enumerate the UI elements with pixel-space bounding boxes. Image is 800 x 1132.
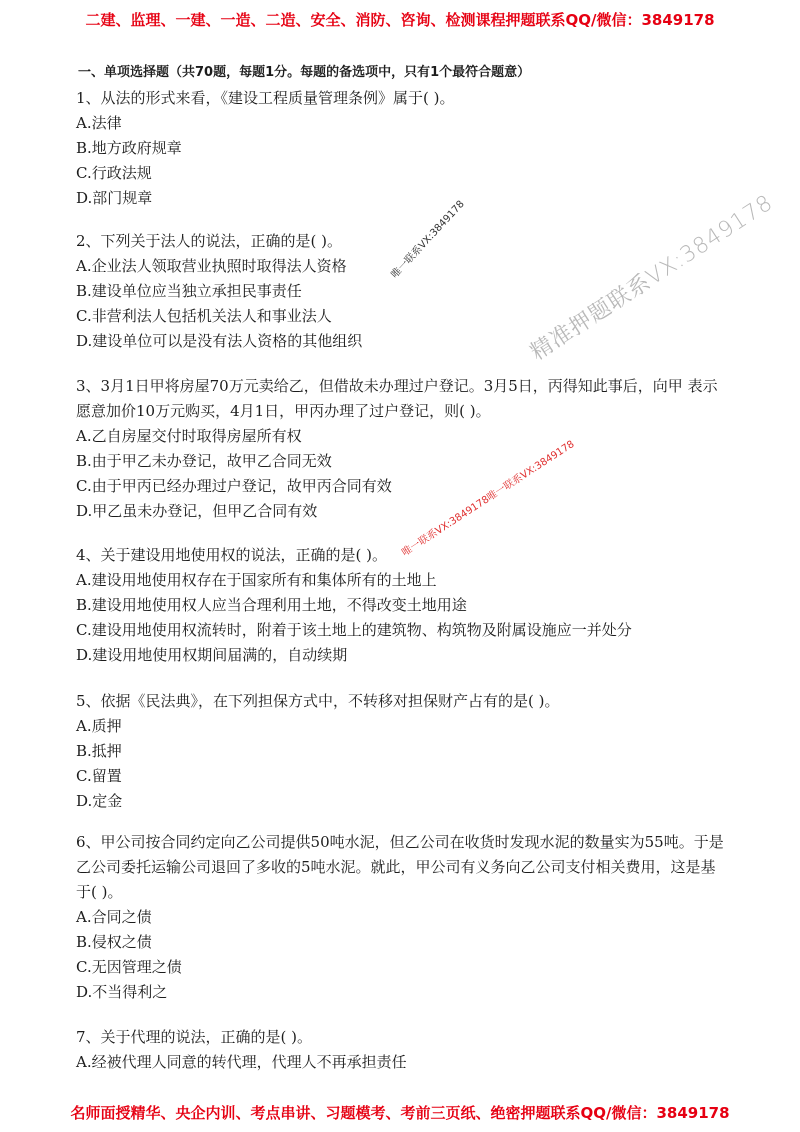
option-d: D.定金 (76, 792, 123, 810)
question-stem: 5、依据《民法典》，在下列担保方式中，不转移对担保财产占有的是( )。 (76, 692, 560, 710)
option-b: B.建设单位应当独立承担民事责任 (76, 282, 302, 300)
option-c: C.非营利法人包括机关法人和事业法人 (76, 307, 332, 325)
option-d: D.部门规章 (76, 189, 153, 207)
question-stem: 1、从法的形式来看，《建设工程质量管理条例》属于( )。 (76, 89, 455, 107)
option-a: A.法律 (76, 114, 122, 132)
question-6 (76, 830, 726, 1005)
question-stem: 7、关于代理的说法，正确的是( )。 (76, 1028, 313, 1046)
option-b: B.建设用地使用权人应当合理利用土地，不得改变土地用途 (76, 596, 467, 614)
watermark-red: 唯一联系VX:3849178唯一联系VX:3849178 (400, 438, 577, 559)
question-1 (76, 86, 726, 211)
option-c: C.留置 (76, 767, 122, 785)
option-b: B.地方政府规章 (76, 139, 182, 157)
question-7 (76, 1025, 726, 1075)
option-a: A.合同之债 (76, 908, 152, 926)
option-a: A.企业法人领取营业执照时取得法人资格 (76, 257, 347, 275)
question-stem: 3、3月1日甲将房屋70万元卖给乙，但借故未办理过户登记。3月5日，丙得知此事后，向甲 表示愿意加价10万元购买，4月1日，甲丙办理了过户登记，则( )。 (76, 377, 718, 420)
option-d: D.建设单位可以是没有法人资格的其他组织 (76, 332, 363, 350)
question-stem: 4、关于建设用地使用权的说法，正确的是( )。 (76, 546, 388, 564)
option-b: B.由于甲乙未办登记，故甲乙合同无效 (76, 452, 332, 470)
question-3 (76, 374, 726, 524)
question-stem: 6、甲公司按合同约定向乙公司提供50吨水泥，但乙公司在收货时发现水泥的数量实为55吨。于是乙公司委托运输公司退回了多收的5吨水泥。就此，甲公司有义务向乙公司支付相关费用，这是基于( )。 (76, 833, 724, 901)
option-d: D.不当得利之 (76, 983, 168, 1001)
option-a: A.经被代理人同意的转代理，代理人不再承担责任 (76, 1053, 407, 1071)
option-a: A.建设用地使用权存在于国家所有和集体所有的土地上 (76, 571, 437, 589)
question-4 (76, 543, 726, 668)
option-c: C.行政法规 (76, 164, 152, 182)
option-d: D.甲乙虽未办登记，但甲乙合同有效 (76, 502, 318, 520)
option-a: A.质押 (76, 717, 122, 735)
option-c: C.无因管理之债 (76, 958, 182, 976)
top-banner: 二建、监理、一建、一造、二造、安全、消防、咨询、检测课程押题联系QQ/微信：3849178 (85, 11, 715, 29)
watermark-small: 唯一联系VX:3849178 (389, 198, 467, 281)
section-title: 一、单项选择题（共70题，每题1分。每题的备选项中，只有1个最符合题意） (78, 65, 531, 80)
question-2 (76, 229, 726, 354)
bottom-banner: 名师面授精华、央企内训、考点串讲、习题模考、考前三页纸、绝密押题联系QQ/微信：3849178 (70, 1104, 730, 1122)
option-c: C.建设用地使用权流转时，附着于该土地上的建筑物、构筑物及附属设施应一并处分 (76, 621, 632, 639)
question-5 (76, 689, 726, 814)
question-stem: 2、下列关于法人的说法，正确的是( )。 (76, 232, 343, 250)
option-b: B.抵押 (76, 742, 122, 760)
option-b: B.侵权之债 (76, 933, 152, 951)
option-d: D.建设用地使用权期间届满的，自动续期 (76, 646, 348, 664)
option-c: C.由于甲丙已经办理过户登记，故甲丙合同有效 (76, 477, 392, 495)
option-a: A.乙自房屋交付时取得房屋所有权 (76, 427, 302, 445)
watermark-large: 精准押题联系VX:3849178 (526, 190, 778, 366)
